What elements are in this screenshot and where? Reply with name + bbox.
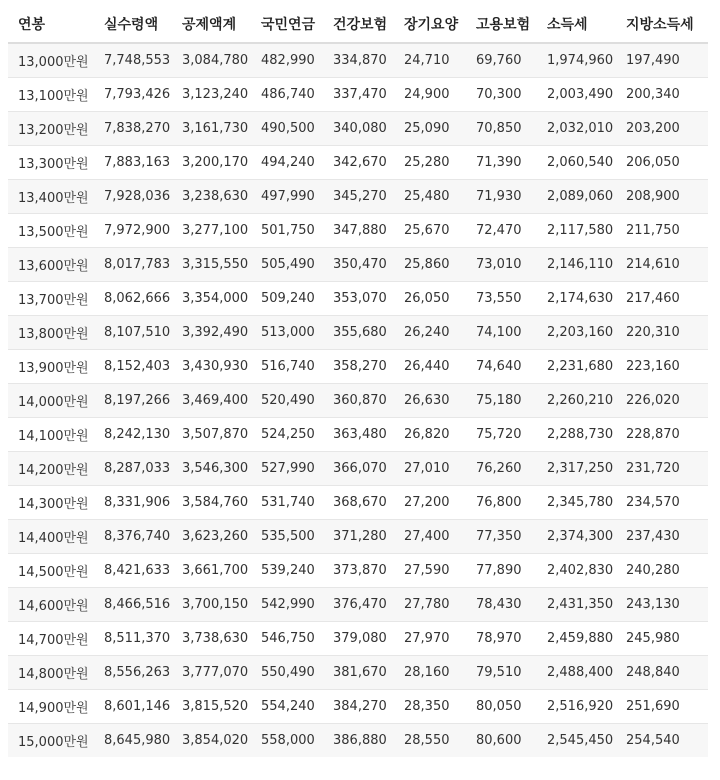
cell-health-insurance: 355,680 bbox=[323, 316, 394, 350]
cell-national-pension: 490,500 bbox=[251, 112, 323, 146]
cell-net-pay: 8,287,033 bbox=[94, 452, 172, 486]
cell-long-term-care: 26,240 bbox=[394, 316, 466, 350]
cell-salary: 13,800만원 bbox=[8, 316, 94, 350]
header-salary: 연봉 bbox=[8, 6, 94, 43]
cell-health-insurance: 379,080 bbox=[323, 622, 394, 656]
cell-total-deduction: 3,315,550 bbox=[172, 248, 251, 282]
header-health-insurance: 건강보험 bbox=[323, 6, 394, 43]
cell-employment-insurance: 76,260 bbox=[466, 452, 537, 486]
cell-total-deduction: 3,623,260 bbox=[172, 520, 251, 554]
cell-net-pay: 8,556,263 bbox=[94, 656, 172, 690]
cell-income-tax: 2,402,830 bbox=[537, 554, 616, 588]
cell-income-tax: 2,288,730 bbox=[537, 418, 616, 452]
cell-local-income-tax: 200,340 bbox=[616, 78, 708, 112]
table-row bbox=[8, 622, 708, 656]
cell-total-deduction: 3,123,240 bbox=[172, 78, 251, 112]
table-row bbox=[8, 486, 708, 520]
cell-total-deduction: 3,546,300 bbox=[172, 452, 251, 486]
cell-long-term-care: 25,280 bbox=[394, 146, 466, 180]
cell-employment-insurance: 80,050 bbox=[466, 690, 537, 724]
cell-net-pay: 8,645,980 bbox=[94, 724, 172, 758]
cell-salary: 14,100만원 bbox=[8, 418, 94, 452]
table-row bbox=[8, 214, 708, 248]
cell-total-deduction: 3,354,000 bbox=[172, 282, 251, 316]
cell-local-income-tax: 217,460 bbox=[616, 282, 708, 316]
cell-income-tax: 2,089,060 bbox=[537, 180, 616, 214]
cell-net-pay: 8,331,906 bbox=[94, 486, 172, 520]
cell-health-insurance: 342,670 bbox=[323, 146, 394, 180]
cell-total-deduction: 3,661,700 bbox=[172, 554, 251, 588]
cell-national-pension: 513,000 bbox=[251, 316, 323, 350]
cell-income-tax: 2,459,880 bbox=[537, 622, 616, 656]
cell-income-tax: 2,231,680 bbox=[537, 350, 616, 384]
cell-local-income-tax: 203,200 bbox=[616, 112, 708, 146]
cell-national-pension: 524,250 bbox=[251, 418, 323, 452]
cell-long-term-care: 24,900 bbox=[394, 78, 466, 112]
table-row bbox=[8, 112, 708, 146]
cell-national-pension: 516,740 bbox=[251, 350, 323, 384]
cell-income-tax: 2,003,490 bbox=[537, 78, 616, 112]
cell-health-insurance: 366,070 bbox=[323, 452, 394, 486]
cell-local-income-tax: 206,050 bbox=[616, 146, 708, 180]
header-employment-insurance: 고용보험 bbox=[466, 6, 537, 43]
table-row bbox=[8, 452, 708, 486]
cell-health-insurance: 337,470 bbox=[323, 78, 394, 112]
cell-salary: 13,500만원 bbox=[8, 214, 94, 248]
cell-salary: 14,500만원 bbox=[8, 554, 94, 588]
table-row bbox=[8, 656, 708, 690]
cell-net-pay: 7,838,270 bbox=[94, 112, 172, 146]
cell-total-deduction: 3,507,870 bbox=[172, 418, 251, 452]
cell-local-income-tax: 197,490 bbox=[616, 43, 708, 78]
table-row bbox=[8, 554, 708, 588]
table-row bbox=[8, 282, 708, 316]
cell-employment-insurance: 77,350 bbox=[466, 520, 537, 554]
cell-salary: 13,000만원 bbox=[8, 43, 94, 78]
cell-local-income-tax: 226,020 bbox=[616, 384, 708, 418]
cell-health-insurance: 384,270 bbox=[323, 690, 394, 724]
cell-total-deduction: 3,469,400 bbox=[172, 384, 251, 418]
table-row bbox=[8, 690, 708, 724]
cell-health-insurance: 373,870 bbox=[323, 554, 394, 588]
cell-total-deduction: 3,392,490 bbox=[172, 316, 251, 350]
cell-net-pay: 7,793,426 bbox=[94, 78, 172, 112]
header-national-pension: 국민연금 bbox=[251, 6, 323, 43]
cell-salary: 14,000만원 bbox=[8, 384, 94, 418]
header-net-pay: 실수령액 bbox=[94, 6, 172, 43]
cell-net-pay: 7,748,553 bbox=[94, 43, 172, 78]
cell-net-pay: 7,928,036 bbox=[94, 180, 172, 214]
cell-national-pension: 550,490 bbox=[251, 656, 323, 690]
cell-salary: 13,200만원 bbox=[8, 112, 94, 146]
cell-salary: 13,300만원 bbox=[8, 146, 94, 180]
cell-total-deduction: 3,854,020 bbox=[172, 724, 251, 758]
table-header bbox=[8, 6, 708, 43]
cell-local-income-tax: 223,160 bbox=[616, 350, 708, 384]
cell-salary: 14,900만원 bbox=[8, 690, 94, 724]
cell-local-income-tax: 251,690 bbox=[616, 690, 708, 724]
cell-employment-insurance: 71,390 bbox=[466, 146, 537, 180]
cell-long-term-care: 27,400 bbox=[394, 520, 466, 554]
cell-income-tax: 2,374,300 bbox=[537, 520, 616, 554]
cell-national-pension: 531,740 bbox=[251, 486, 323, 520]
cell-income-tax: 2,431,350 bbox=[537, 588, 616, 622]
cell-income-tax: 1,974,960 bbox=[537, 43, 616, 78]
cell-long-term-care: 26,050 bbox=[394, 282, 466, 316]
cell-national-pension: 527,990 bbox=[251, 452, 323, 486]
cell-long-term-care: 27,970 bbox=[394, 622, 466, 656]
cell-employment-insurance: 72,470 bbox=[466, 214, 537, 248]
cell-income-tax: 2,545,450 bbox=[537, 724, 616, 758]
cell-net-pay: 8,511,370 bbox=[94, 622, 172, 656]
cell-national-pension: 482,990 bbox=[251, 43, 323, 78]
cell-salary: 14,600만원 bbox=[8, 588, 94, 622]
cell-net-pay: 8,376,740 bbox=[94, 520, 172, 554]
table-row bbox=[8, 350, 708, 384]
cell-health-insurance: 368,670 bbox=[323, 486, 394, 520]
cell-salary: 14,200만원 bbox=[8, 452, 94, 486]
cell-total-deduction: 3,777,070 bbox=[172, 656, 251, 690]
cell-health-insurance: 381,670 bbox=[323, 656, 394, 690]
header-total-deduction: 공제액계 bbox=[172, 6, 251, 43]
cell-health-insurance: 358,270 bbox=[323, 350, 394, 384]
table-row bbox=[8, 588, 708, 622]
cell-long-term-care: 25,090 bbox=[394, 112, 466, 146]
cell-net-pay: 8,107,510 bbox=[94, 316, 172, 350]
cell-long-term-care: 24,710 bbox=[394, 43, 466, 78]
cell-national-pension: 542,990 bbox=[251, 588, 323, 622]
cell-long-term-care: 26,630 bbox=[394, 384, 466, 418]
cell-salary: 14,800만원 bbox=[8, 656, 94, 690]
cell-national-pension: 501,750 bbox=[251, 214, 323, 248]
cell-net-pay: 8,421,633 bbox=[94, 554, 172, 588]
header-long-term-care: 장기요양 bbox=[394, 6, 466, 43]
cell-employment-insurance: 79,510 bbox=[466, 656, 537, 690]
cell-total-deduction: 3,277,100 bbox=[172, 214, 251, 248]
cell-long-term-care: 26,440 bbox=[394, 350, 466, 384]
table-row bbox=[8, 146, 708, 180]
cell-net-pay: 8,017,783 bbox=[94, 248, 172, 282]
table-row bbox=[8, 78, 708, 112]
cell-long-term-care: 25,670 bbox=[394, 214, 466, 248]
cell-income-tax: 2,488,400 bbox=[537, 656, 616, 690]
cell-local-income-tax: 228,870 bbox=[616, 418, 708, 452]
cell-employment-insurance: 75,180 bbox=[466, 384, 537, 418]
cell-national-pension: 546,750 bbox=[251, 622, 323, 656]
cell-local-income-tax: 208,900 bbox=[616, 180, 708, 214]
cell-salary: 14,700만원 bbox=[8, 622, 94, 656]
cell-net-pay: 7,972,900 bbox=[94, 214, 172, 248]
cell-total-deduction: 3,700,150 bbox=[172, 588, 251, 622]
cell-long-term-care: 28,350 bbox=[394, 690, 466, 724]
cell-local-income-tax: 240,280 bbox=[616, 554, 708, 588]
cell-health-insurance: 371,280 bbox=[323, 520, 394, 554]
cell-salary: 13,900만원 bbox=[8, 350, 94, 384]
cell-national-pension: 554,240 bbox=[251, 690, 323, 724]
cell-net-pay: 8,466,516 bbox=[94, 588, 172, 622]
header-row bbox=[8, 6, 708, 43]
cell-salary: 15,000만원 bbox=[8, 724, 94, 758]
header-income-tax: 소득세 bbox=[537, 6, 616, 43]
cell-local-income-tax: 237,430 bbox=[616, 520, 708, 554]
cell-national-pension: 497,990 bbox=[251, 180, 323, 214]
cell-net-pay: 8,242,130 bbox=[94, 418, 172, 452]
cell-salary: 13,700만원 bbox=[8, 282, 94, 316]
cell-employment-insurance: 69,760 bbox=[466, 43, 537, 78]
cell-national-pension: 505,490 bbox=[251, 248, 323, 282]
cell-national-pension: 535,500 bbox=[251, 520, 323, 554]
cell-health-insurance: 340,080 bbox=[323, 112, 394, 146]
cell-income-tax: 2,516,920 bbox=[537, 690, 616, 724]
cell-income-tax: 2,260,210 bbox=[537, 384, 616, 418]
cell-local-income-tax: 254,540 bbox=[616, 724, 708, 758]
cell-national-pension: 494,240 bbox=[251, 146, 323, 180]
cell-long-term-care: 27,010 bbox=[394, 452, 466, 486]
cell-health-insurance: 334,870 bbox=[323, 43, 394, 78]
cell-income-tax: 2,345,780 bbox=[537, 486, 616, 520]
cell-local-income-tax: 211,750 bbox=[616, 214, 708, 248]
cell-local-income-tax: 214,610 bbox=[616, 248, 708, 282]
cell-national-pension: 486,740 bbox=[251, 78, 323, 112]
table-row bbox=[8, 384, 708, 418]
cell-salary: 14,300만원 bbox=[8, 486, 94, 520]
cell-salary: 13,600만원 bbox=[8, 248, 94, 282]
cell-employment-insurance: 70,850 bbox=[466, 112, 537, 146]
cell-employment-insurance: 75,720 bbox=[466, 418, 537, 452]
cell-salary: 14,400만원 bbox=[8, 520, 94, 554]
cell-health-insurance: 363,480 bbox=[323, 418, 394, 452]
cell-employment-insurance: 70,300 bbox=[466, 78, 537, 112]
cell-health-insurance: 347,880 bbox=[323, 214, 394, 248]
cell-long-term-care: 25,860 bbox=[394, 248, 466, 282]
cell-health-insurance: 353,070 bbox=[323, 282, 394, 316]
cell-net-pay: 8,152,403 bbox=[94, 350, 172, 384]
cell-long-term-care: 26,820 bbox=[394, 418, 466, 452]
cell-net-pay: 8,062,666 bbox=[94, 282, 172, 316]
cell-net-pay: 7,883,163 bbox=[94, 146, 172, 180]
cell-income-tax: 2,174,630 bbox=[537, 282, 616, 316]
cell-total-deduction: 3,084,780 bbox=[172, 43, 251, 78]
cell-long-term-care: 28,550 bbox=[394, 724, 466, 758]
table-row bbox=[8, 43, 708, 78]
cell-health-insurance: 386,880 bbox=[323, 724, 394, 758]
table-body bbox=[8, 43, 708, 757]
cell-long-term-care: 27,200 bbox=[394, 486, 466, 520]
table-row bbox=[8, 248, 708, 282]
cell-total-deduction: 3,584,760 bbox=[172, 486, 251, 520]
cell-employment-insurance: 77,890 bbox=[466, 554, 537, 588]
cell-total-deduction: 3,161,730 bbox=[172, 112, 251, 146]
cell-health-insurance: 345,270 bbox=[323, 180, 394, 214]
cell-income-tax: 2,117,580 bbox=[537, 214, 616, 248]
cell-total-deduction: 3,238,630 bbox=[172, 180, 251, 214]
cell-local-income-tax: 231,720 bbox=[616, 452, 708, 486]
header-local-income-tax: 지방소득세 bbox=[616, 6, 708, 43]
cell-employment-insurance: 74,100 bbox=[466, 316, 537, 350]
cell-local-income-tax: 245,980 bbox=[616, 622, 708, 656]
cell-employment-insurance: 78,430 bbox=[466, 588, 537, 622]
cell-health-insurance: 376,470 bbox=[323, 588, 394, 622]
cell-total-deduction: 3,815,520 bbox=[172, 690, 251, 724]
cell-employment-insurance: 80,600 bbox=[466, 724, 537, 758]
cell-net-pay: 8,197,266 bbox=[94, 384, 172, 418]
cell-employment-insurance: 78,970 bbox=[466, 622, 537, 656]
table-row bbox=[8, 520, 708, 554]
cell-local-income-tax: 220,310 bbox=[616, 316, 708, 350]
cell-health-insurance: 350,470 bbox=[323, 248, 394, 282]
cell-long-term-care: 27,780 bbox=[394, 588, 466, 622]
cell-income-tax: 2,146,110 bbox=[537, 248, 616, 282]
cell-income-tax: 2,060,540 bbox=[537, 146, 616, 180]
cell-net-pay: 8,601,146 bbox=[94, 690, 172, 724]
cell-total-deduction: 3,430,930 bbox=[172, 350, 251, 384]
cell-employment-insurance: 73,550 bbox=[466, 282, 537, 316]
cell-long-term-care: 25,480 bbox=[394, 180, 466, 214]
cell-local-income-tax: 234,570 bbox=[616, 486, 708, 520]
cell-salary: 13,100만원 bbox=[8, 78, 94, 112]
cell-national-pension: 520,490 bbox=[251, 384, 323, 418]
table-row bbox=[8, 418, 708, 452]
cell-employment-insurance: 76,800 bbox=[466, 486, 537, 520]
cell-income-tax: 2,032,010 bbox=[537, 112, 616, 146]
salary-table-container bbox=[8, 6, 708, 757]
cell-total-deduction: 3,738,630 bbox=[172, 622, 251, 656]
cell-local-income-tax: 243,130 bbox=[616, 588, 708, 622]
cell-employment-insurance: 74,640 bbox=[466, 350, 537, 384]
cell-employment-insurance: 71,930 bbox=[466, 180, 537, 214]
table-row bbox=[8, 180, 708, 214]
salary-deduction-table bbox=[8, 6, 708, 757]
cell-employment-insurance: 73,010 bbox=[466, 248, 537, 282]
cell-health-insurance: 360,870 bbox=[323, 384, 394, 418]
table-row bbox=[8, 724, 708, 758]
cell-salary: 13,400만원 bbox=[8, 180, 94, 214]
cell-long-term-care: 28,160 bbox=[394, 656, 466, 690]
cell-long-term-care: 27,590 bbox=[394, 554, 466, 588]
cell-total-deduction: 3,200,170 bbox=[172, 146, 251, 180]
cell-national-pension: 509,240 bbox=[251, 282, 323, 316]
cell-income-tax: 2,317,250 bbox=[537, 452, 616, 486]
cell-national-pension: 558,000 bbox=[251, 724, 323, 758]
cell-national-pension: 539,240 bbox=[251, 554, 323, 588]
table-row bbox=[8, 316, 708, 350]
cell-income-tax: 2,203,160 bbox=[537, 316, 616, 350]
cell-local-income-tax: 248,840 bbox=[616, 656, 708, 690]
